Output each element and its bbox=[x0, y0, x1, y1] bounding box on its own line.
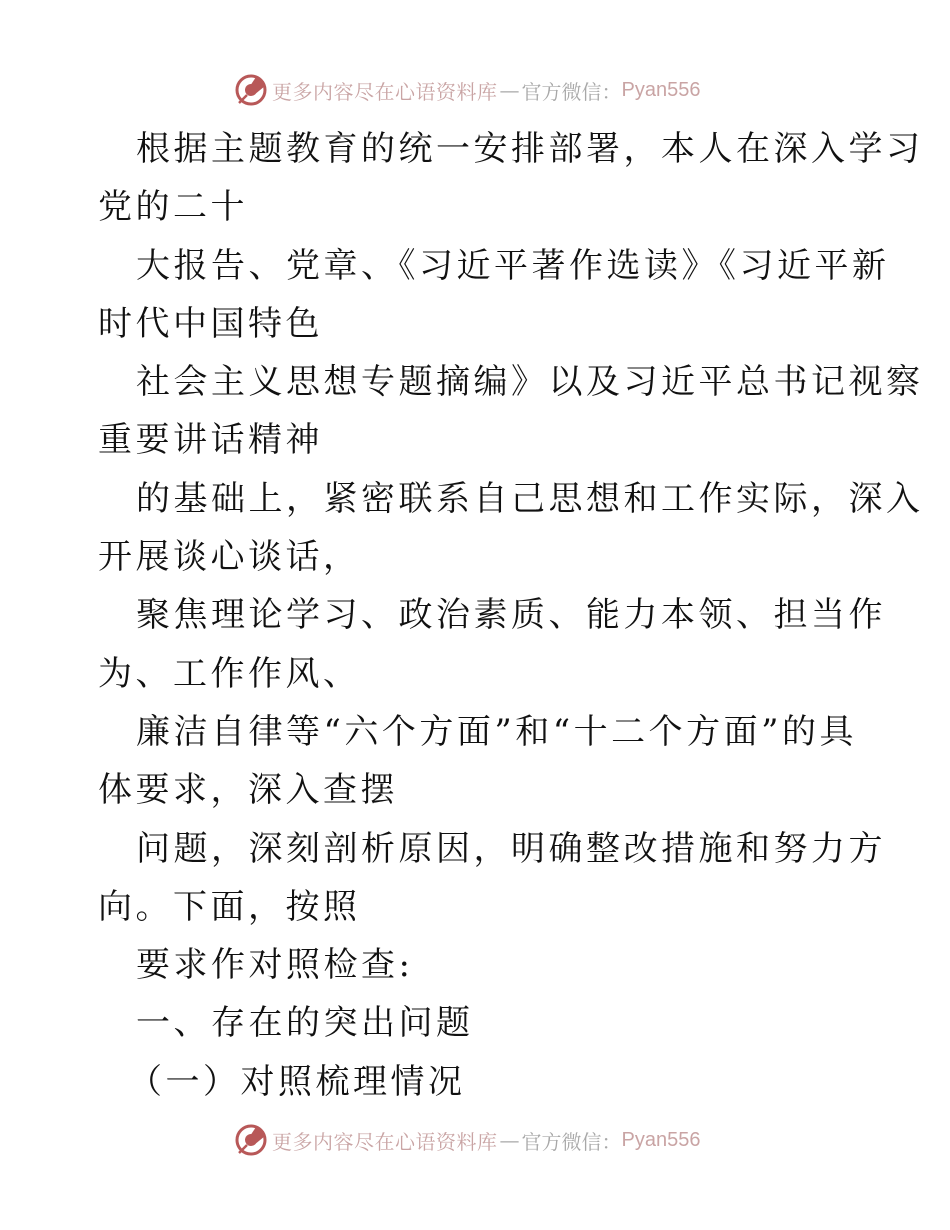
watermark-site-text: 更多内容尽在心语资料库 bbox=[272, 79, 498, 104]
text-line: 聚焦理论学习、政治素质、能力本领、担当作 bbox=[136, 595, 886, 636]
watermark-site-text: 更多内容尽在心语资料库 bbox=[272, 1129, 498, 1154]
text-line: 的基础上，紧密联系自己思想和工作实际，深入 bbox=[136, 478, 924, 519]
watermark-separator: — bbox=[499, 78, 520, 102]
watermark-account-id: Pyan556 bbox=[621, 1128, 701, 1151]
pen-logo-icon bbox=[234, 1123, 268, 1157]
text-line: 为、工作作风、 bbox=[98, 653, 361, 694]
text-line: 时代中国特色 bbox=[98, 303, 323, 344]
text-line: 大报告、党章、《习近平著作选读》《习近平新 bbox=[136, 245, 890, 286]
text-line: 社会主义思想专题摘编》以及习近平总书记视察 bbox=[136, 362, 924, 403]
watermark-separator: — bbox=[499, 1128, 520, 1152]
text-line: 开展谈心谈话， bbox=[98, 537, 361, 578]
text-line: 廉洁自律等“六个方面”和“十二个方面”的具 bbox=[136, 711, 858, 752]
text-line: 党的二十 bbox=[98, 187, 248, 228]
watermark-official-label: 官方微信： bbox=[521, 79, 622, 104]
text-line: 要求作对照检查: bbox=[136, 945, 414, 986]
text-line: 根据主题教育的统一安排部署，本人在深入学习 bbox=[136, 129, 924, 169]
pen-logo-icon bbox=[234, 73, 268, 107]
text-line: 问题，深刻剖析原因，明确整改措施和努力方 bbox=[136, 828, 886, 869]
watermark-account-id: Pyan556 bbox=[621, 78, 701, 101]
document-body bbox=[98, 120, 924, 1111]
footer-watermark bbox=[234, 1120, 700, 1160]
text-line: 向。下面，按照 bbox=[98, 886, 361, 927]
watermark-official-label: 官方微信： bbox=[521, 1129, 622, 1154]
text-line: 体要求，深入查摆 bbox=[98, 770, 398, 811]
subsection-heading: （一）对照梳理情况 bbox=[128, 1061, 466, 1102]
section-heading: 一、存在的突出问题 bbox=[136, 1003, 474, 1044]
text-line: 重要讲话精神 bbox=[98, 420, 323, 461]
header-watermark bbox=[234, 70, 700, 110]
